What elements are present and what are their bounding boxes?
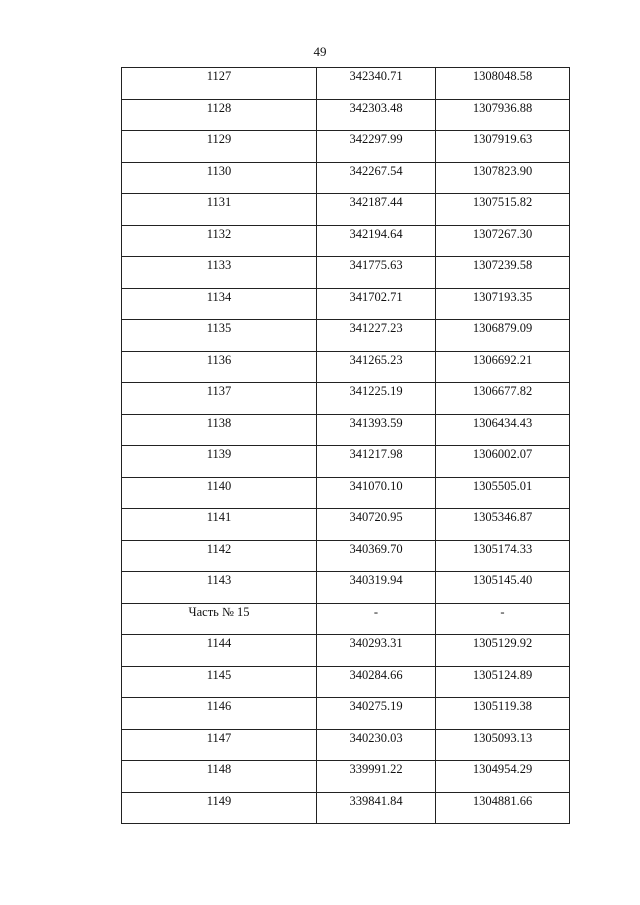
- table-row: [122, 383, 570, 415]
- y-coordinate-cell: [436, 99, 570, 131]
- point-id-cell: [122, 792, 317, 824]
- y-coordinate-cell: [436, 635, 570, 667]
- point-id-cell: [122, 288, 317, 320]
- x-coordinate-cell: [317, 194, 436, 226]
- point-id-cell: [122, 477, 317, 509]
- table-row: [122, 162, 570, 194]
- y-coordinate-cell-text: 1307239.58: [472, 258, 533, 272]
- x-coordinate-cell-text: 341227.23: [349, 321, 403, 335]
- y-coordinate-cell-text: 1306692.21: [472, 352, 533, 367]
- x-coordinate-cell-text: -: [373, 604, 379, 619]
- y-coordinate-cell: [436, 320, 570, 352]
- table-row: [122, 68, 570, 100]
- table-row: [122, 792, 570, 824]
- point-id-cell-text: 1134: [206, 289, 232, 304]
- point-id-cell: [122, 509, 317, 541]
- table-row: [122, 666, 570, 698]
- x-coordinate-cell: [317, 383, 436, 415]
- table-row: [122, 477, 570, 509]
- y-coordinate-cell: [436, 666, 570, 698]
- page-number: 49: [313, 44, 327, 59]
- y-coordinate-cell-text: 1308048.58: [472, 69, 533, 83]
- point-id-cell-text: 1142: [206, 541, 232, 556]
- table-row: [122, 225, 570, 257]
- x-coordinate-cell-text: 341265.23: [349, 352, 403, 367]
- point-id-cell: [122, 414, 317, 446]
- x-coordinate-cell-text: 339841.84: [349, 793, 403, 808]
- x-coordinate-cell: [317, 446, 436, 478]
- y-coordinate-cell: [436, 131, 570, 163]
- x-coordinate-cell: [317, 540, 436, 572]
- y-coordinate-cell-text: -: [500, 604, 505, 619]
- y-coordinate-cell-text: 1307936.88: [472, 100, 533, 115]
- y-coordinate-cell: [436, 698, 570, 730]
- x-coordinate-cell-text: 340293.31: [349, 636, 403, 650]
- table-row: [122, 572, 570, 604]
- x-coordinate-cell-text: 342267.54: [349, 163, 403, 178]
- table-row: [122, 131, 570, 163]
- y-coordinate-cell-text: 1305129.92: [472, 636, 533, 650]
- x-coordinate-cell: [317, 477, 436, 509]
- x-coordinate-cell: [317, 320, 436, 352]
- x-coordinate-cell: [317, 729, 436, 761]
- y-coordinate-cell-text: 1306002.07: [472, 447, 533, 461]
- table-row: [122, 194, 570, 226]
- x-coordinate-cell-text: 341225.19: [349, 384, 403, 398]
- point-id-cell-text: Часть № 15: [188, 604, 250, 619]
- x-coordinate-cell-text: 339991.22: [349, 762, 403, 776]
- point-id-cell: [122, 257, 317, 289]
- y-coordinate-cell-text: 1305346.87: [472, 510, 533, 524]
- point-id-cell-text: 1133: [206, 258, 232, 272]
- y-coordinate-cell-text: 1304954.29: [472, 762, 533, 776]
- table-row: [122, 99, 570, 131]
- point-id-cell: [122, 635, 317, 667]
- x-coordinate-cell: [317, 351, 436, 383]
- x-coordinate-cell: [317, 572, 436, 604]
- y-coordinate-cell: [436, 162, 570, 194]
- point-id-cell-text: 1141: [206, 510, 232, 524]
- x-coordinate-cell: [317, 666, 436, 698]
- table-row: [122, 698, 570, 730]
- point-id-cell-text: 1147: [206, 730, 232, 745]
- point-id-cell-text: 1145: [206, 667, 232, 682]
- table-row: [122, 603, 570, 635]
- y-coordinate-cell: [436, 509, 570, 541]
- table-row: [122, 509, 570, 541]
- y-coordinate-cell: [436, 572, 570, 604]
- y-coordinate-cell-text: 1306434.43: [472, 415, 533, 430]
- x-coordinate-cell-text: 340230.03: [349, 730, 403, 745]
- x-coordinate-cell: [317, 288, 436, 320]
- x-coordinate-cell: [317, 414, 436, 446]
- point-id-cell-text: 1132: [206, 226, 232, 241]
- y-coordinate-cell: [436, 383, 570, 415]
- y-coordinate-cell-text: 1307823.90: [472, 163, 533, 178]
- point-id-cell-text: 1148: [206, 762, 232, 776]
- x-coordinate-cell-text: 340319.94: [349, 573, 403, 587]
- point-id-cell: [122, 446, 317, 478]
- coordinates-table-body: [122, 68, 570, 824]
- point-id-cell-text: 1139: [206, 447, 232, 461]
- point-id-cell-text: 1144: [206, 636, 232, 650]
- point-id-cell-text: 1146: [206, 699, 232, 713]
- y-coordinate-cell-text: 1305174.33: [472, 541, 533, 556]
- x-coordinate-cell-text: 342194.64: [349, 226, 403, 241]
- x-coordinate-cell-text: 341070.10: [349, 478, 403, 493]
- point-id-cell-text: 1127: [206, 69, 232, 83]
- x-coordinate-cell-text: 342340.71: [349, 69, 403, 83]
- y-coordinate-cell: [436, 351, 570, 383]
- coordinates-table: [121, 67, 570, 824]
- point-id-cell: [122, 729, 317, 761]
- table-row: [122, 729, 570, 761]
- table-row: [122, 540, 570, 572]
- point-id-cell: [122, 320, 317, 352]
- x-coordinate-cell: [317, 698, 436, 730]
- y-coordinate-cell: [436, 729, 570, 761]
- x-coordinate-cell: [317, 162, 436, 194]
- x-coordinate-cell-text: 342303.48: [349, 100, 403, 115]
- x-coordinate-cell-text: 342187.44: [349, 195, 403, 209]
- y-coordinate-cell-text: 1307193.35: [472, 289, 533, 304]
- table-row: [122, 320, 570, 352]
- x-coordinate-cell: [317, 792, 436, 824]
- point-id-cell: [122, 761, 317, 793]
- y-coordinate-cell-text: 1305093.13: [472, 730, 533, 745]
- y-coordinate-cell: [436, 257, 570, 289]
- point-id-cell: [122, 225, 317, 257]
- point-id-cell: [122, 603, 317, 635]
- table-row: [122, 635, 570, 667]
- point-id-cell-text: 1128: [206, 100, 232, 115]
- x-coordinate-cell-text: 340284.66: [349, 667, 403, 682]
- table-row: [122, 761, 570, 793]
- x-coordinate-cell-text: 340369.70: [349, 541, 403, 556]
- point-id-cell: [122, 383, 317, 415]
- x-coordinate-cell: [317, 603, 436, 635]
- y-coordinate-cell: [436, 603, 570, 635]
- y-coordinate-cell-text: 1305145.40: [472, 573, 533, 587]
- point-id-cell: [122, 666, 317, 698]
- point-id-cell: [122, 99, 317, 131]
- table-row: [122, 288, 570, 320]
- table-row: [122, 446, 570, 478]
- y-coordinate-cell-text: 1305505.01: [472, 478, 533, 493]
- y-coordinate-cell: [436, 446, 570, 478]
- y-coordinate-cell-text: 1305124.89: [472, 667, 533, 682]
- y-coordinate-cell-text: 1304881.66: [472, 793, 533, 808]
- point-id-cell-text: 1138: [206, 415, 232, 430]
- x-coordinate-cell-text: 340275.19: [349, 699, 403, 713]
- point-id-cell: [122, 162, 317, 194]
- x-coordinate-cell: [317, 635, 436, 667]
- point-id-cell: [122, 68, 317, 100]
- x-coordinate-cell: [317, 131, 436, 163]
- y-coordinate-cell: [436, 194, 570, 226]
- point-id-cell-text: 1149: [206, 793, 232, 808]
- y-coordinate-cell: [436, 288, 570, 320]
- point-id-cell: [122, 698, 317, 730]
- point-id-cell-text: 1130: [206, 163, 232, 178]
- x-coordinate-cell-text: 342297.99: [349, 132, 403, 146]
- table-row: [122, 351, 570, 383]
- y-coordinate-cell-text: 1306677.82: [472, 384, 533, 398]
- x-coordinate-cell-text: 340720.95: [349, 510, 403, 524]
- x-coordinate-cell: [317, 761, 436, 793]
- point-id-cell-text: 1131: [206, 195, 232, 209]
- x-coordinate-cell-text: 341393.59: [349, 415, 403, 430]
- point-id-cell: [122, 351, 317, 383]
- y-coordinate-cell: [436, 68, 570, 100]
- point-id-cell: [122, 540, 317, 572]
- y-coordinate-cell: [436, 477, 570, 509]
- point-id-cell-text: 1137: [206, 384, 232, 398]
- table-row: [122, 257, 570, 289]
- point-id-cell: [122, 572, 317, 604]
- x-coordinate-cell: [317, 99, 436, 131]
- x-coordinate-cell: [317, 68, 436, 100]
- point-id-cell: [122, 131, 317, 163]
- point-id-cell-text: 1129: [206, 132, 232, 146]
- point-id-cell-text: 1140: [206, 478, 232, 493]
- point-id-cell-text: 1136: [206, 352, 232, 367]
- y-coordinate-cell-text: 1306879.09: [472, 321, 533, 335]
- point-id-cell-text: 1135: [206, 321, 232, 335]
- y-coordinate-cell-text: 1307267.30: [472, 226, 533, 241]
- point-id-cell-text: 1143: [206, 573, 232, 587]
- y-coordinate-cell: [436, 792, 570, 824]
- y-coordinate-cell-text: 1307515.82: [472, 195, 533, 209]
- x-coordinate-cell: [317, 225, 436, 257]
- x-coordinate-cell-text: 341702.71: [349, 289, 403, 304]
- y-coordinate-cell: [436, 761, 570, 793]
- y-coordinate-cell: [436, 540, 570, 572]
- y-coordinate-cell-text: 1307919.63: [472, 132, 533, 146]
- y-coordinate-cell: [436, 225, 570, 257]
- point-id-cell: [122, 194, 317, 226]
- x-coordinate-cell: [317, 509, 436, 541]
- table-row: [122, 414, 570, 446]
- y-coordinate-cell-text: 1305119.38: [473, 699, 532, 713]
- x-coordinate-cell-text: 341217.98: [349, 447, 403, 461]
- y-coordinate-cell: [436, 414, 570, 446]
- x-coordinate-cell-text: 341775.63: [349, 258, 403, 272]
- x-coordinate-cell: [317, 257, 436, 289]
